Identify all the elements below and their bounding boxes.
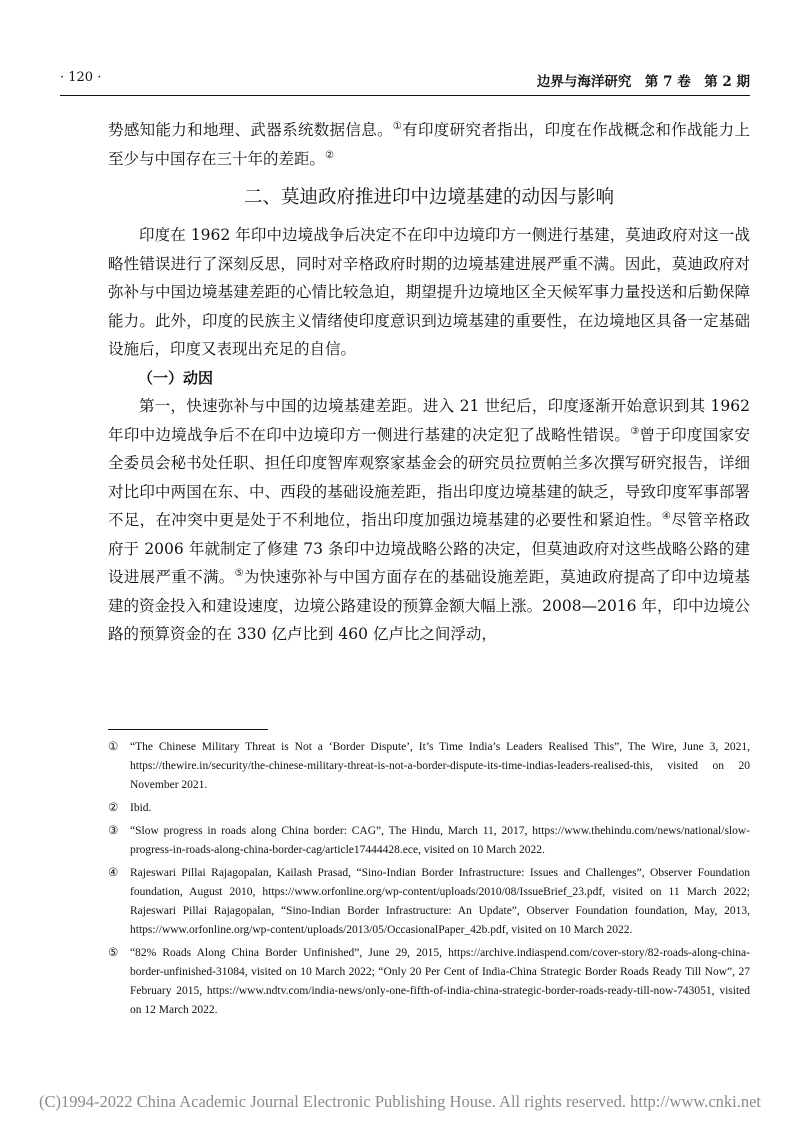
- paragraph-text: 势感知能力和地理、武器系统数据信息。: [108, 121, 393, 139]
- paragraph-text: 为快速弥补与中国方面存在的基础设施差距，莫迪政府提高了印中边境基建的资金投入和建设速度，边境公路建设的预算金额大幅上涨。2008—2016 年，印中边境公路的预算资金的在 330 亿卢比到 460 亿卢比之间浮动，: [108, 568, 750, 643]
- section-heading: 二、莫迪政府推进印中边境基建的动因与影响: [243, 187, 614, 208]
- footnote-ref-4[interactable]: ④: [661, 510, 672, 522]
- header-rule: [60, 95, 750, 96]
- footnote-item: [108, 799, 750, 818]
- footnote-item: [108, 738, 750, 795]
- footnote-text: Ibid.: [130, 802, 152, 814]
- body-text: [108, 116, 750, 649]
- page-number: · 120 ·: [60, 70, 102, 85]
- footnote-rule: [108, 729, 268, 730]
- paragraph-motive-1: [108, 392, 750, 649]
- footnote-ref-1[interactable]: ①: [392, 120, 403, 132]
- paragraph-continued: [108, 116, 750, 173]
- footnote-item: [108, 864, 750, 940]
- sub-heading: （一）动因: [138, 368, 214, 387]
- paragraph-text: 有印度研究者指出，印度在作战概念和作战能力上至少与中国存在三十年的差距。: [108, 121, 750, 168]
- footnote-text: “82% Roads Along China Border Unfinished”, June 29, 2015, https://archive.indiaspend.com/cover-story/82-roads-along-china-border-unfinished-31084, visited on 10 March 2022; “Only 20 Per Cent of India-China Strategic Border Roads Ready Till Now”, 27 February 2015, https://www.ndtv.com/india-news/only-one-fifth-of-india-china-strategic-border-roads-ready-till-now-743051, visited on 12 March 2022.: [130, 947, 750, 1016]
- paragraph-text: 尽管辛格政府于 2006 年就制定了修建 73 条印中边境战略公路的决定，但莫迪政府对这些战略公路的建设进展严重不满。: [108, 511, 750, 586]
- footnote-ref-3[interactable]: ③: [630, 425, 640, 437]
- paragraph-text: 第一，快速弥补与中国的边境基建差距。进入 21 世纪后，印度逐渐开始意识到其 1962 年印中边境战争后不在印中边境印方一侧进行基建的决定犯了战略性错误。: [108, 397, 750, 444]
- footnote-mark: ②: [108, 802, 119, 814]
- footnote-mark: ①: [108, 741, 119, 753]
- footnote-text: Rajeswari Pillai Rajagopalan, Kailash Prasad, “Sino-Indian Border Infrastructure: Issues and Challenges”, Observer Foundation foundation, August 2010, https://www.orfonline.org/wp-content/uploads/2010/08/IssueBrief_23.pdf, visited on 11 March 2022; Rajeswari Pillai Rajagopalan, “Sino-Indian Border Infrastructure: An Update”, Observer Foundation foundation, May, 2013, https://www.orfonline.org/wp-content/uploads/2013/05/OccasionalPaper_42b.pdf, visited on 10 March 2022.: [130, 867, 750, 936]
- footnote-ref-5[interactable]: ⑤: [234, 567, 244, 579]
- paragraph-intro: 印度在 1962 年印中边境战争后决定不在印中边境印方一侧进行基建，莫迪政府对这一战略性错误进行了深刻反思，同时对辛格政府时期的边境基建进展严重不满。因此，莫迪政府对弥补与中国边境基建差距的心情比较急迫，期望提升边境地区全天候军事力量投送和后勤保障能力。此外，印度的民族主义情绪使印度意识到边境基建的重要性，在边境地区具备一定基础设施后，印度又表现出充足的自信。: [108, 226, 750, 358]
- footnote-text: “The Chinese Military Threat is Not a ‘Border Dispute’, It’s Time India’s Leaders Realised This”, The Wire, June 3, 2021, https://thewire.in/security/the-chinese-military-threat-is-not-a-border-dispute-its-time-indias-leaders-realised-this, visited on 20 November 2021.: [130, 741, 750, 791]
- footnote-ref-2[interactable]: ②: [325, 149, 334, 161]
- footnote-item: [108, 822, 750, 860]
- paragraph-text: 曾于印度国家安全委员会秘书处任职、担任印度智库观察家基金会的研究员拉贾帕兰多次撰写研究报告，详细对比印中两国在东、中、西段的基础设施差距，指出印度边境基建的缺乏，导致印度军事部署不足，在冲突中更是处于不利地位，指出印度加强边境基建的必要性和紧迫性。: [108, 425, 750, 529]
- journal-info: 边界与海洋研究 第 7 卷 第 2 期: [536, 74, 750, 90]
- footnote-item: [108, 944, 750, 1020]
- footnotes: [108, 738, 750, 1024]
- page-header: [60, 68, 750, 90]
- footnote-mark: ③: [108, 825, 119, 837]
- footnote-mark: ⑤: [108, 947, 119, 959]
- footnote-text: “Slow progress in roads along China border: CAG”, The Hindu, March 11, 2017, https://www.thehindu.com/news/national/slow-progress-in-roads-along-china-border-cag/article17444428.ece, visited on 10 March 2022.: [130, 825, 750, 856]
- footnote-mark: ④: [108, 867, 119, 879]
- copyright-notice: (C)1994-2022 China Academic Journal Electronic Publishing House. All rights reserved. http://www.cnki.net: [38, 1092, 762, 1111]
